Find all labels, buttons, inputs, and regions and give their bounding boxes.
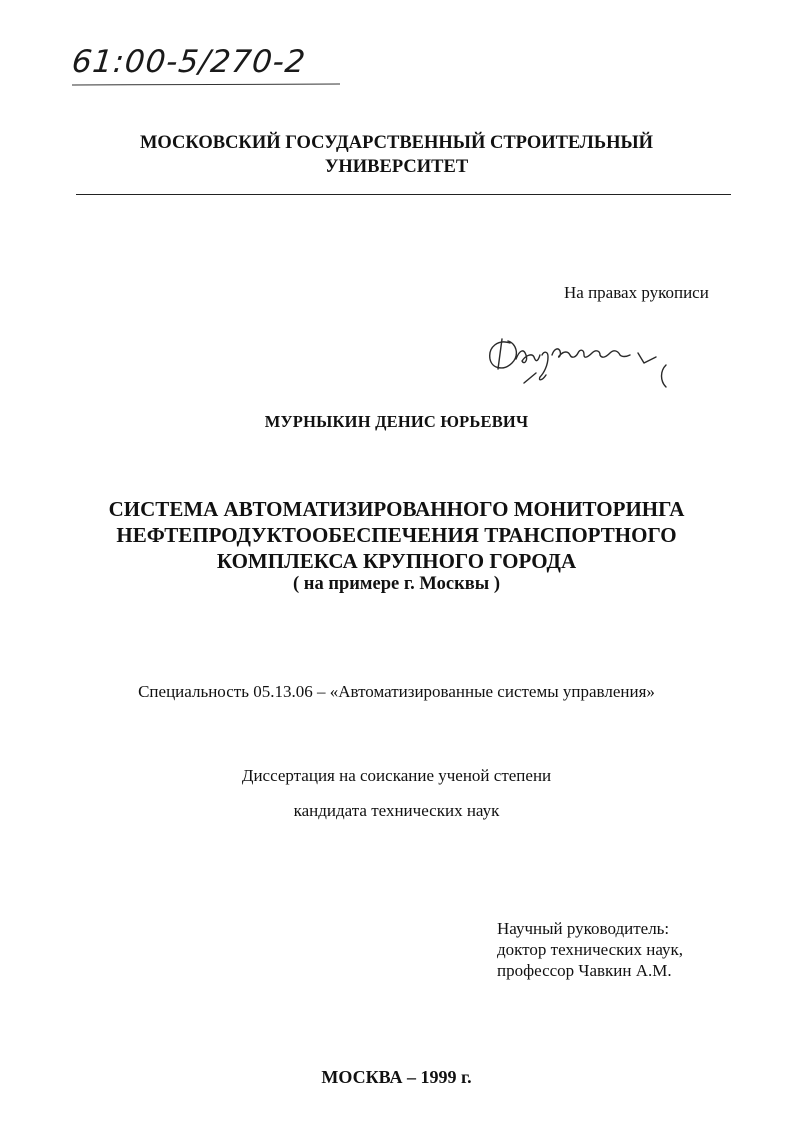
title-line-3: КОМПЛЕКСА КРУПНОГО ГОРОДА bbox=[216, 549, 577, 573]
header-divider bbox=[76, 194, 731, 195]
supervisor-line-3: профессор Чавкин А.М. bbox=[497, 961, 672, 980]
degree-line-1: Диссертация на соискание ученой степени bbox=[241, 766, 552, 785]
dissertation-title bbox=[0, 496, 793, 574]
university-name bbox=[0, 131, 793, 179]
university-line-1: МОСКОВСКИЙ ГОСУДАРСТВЕННЫЙ СТРОИТЕЛЬНЫЙ bbox=[139, 133, 654, 153]
city-year: МОСКВА – 1999 г. bbox=[321, 1067, 472, 1087]
degree-line-2: кандидата технических наук bbox=[293, 801, 500, 820]
rights-notice: На правах рукописи bbox=[564, 283, 709, 302]
title-line-2: НЕФТЕПРОДУКТООБЕСПЕЧЕНИЯ ТРАНСПОРТНОГО bbox=[116, 523, 677, 547]
author-name: МУРНЫКИН ДЕНИС ЮРЬЕВИЧ bbox=[264, 412, 529, 431]
archive-number: 61:00-5/270-2 bbox=[70, 44, 308, 80]
archive-number-underline bbox=[72, 82, 342, 88]
author-signature bbox=[480, 325, 685, 395]
title-subtitle: ( на примере г. Москвы ) bbox=[293, 574, 500, 594]
specialty: Специальность 05.13.06 – «Автоматизированные системы управления» bbox=[138, 682, 655, 701]
title-line-1: СИСТЕМА АВТОМАТИЗИРОВАННОГО МОНИТОРИНГА bbox=[108, 497, 685, 521]
scientific-supervisor bbox=[497, 918, 683, 981]
supervisor-line-2: доктор технических наук, bbox=[497, 940, 684, 959]
supervisor-line-1: Научный руководитель: bbox=[497, 919, 670, 938]
university-line-2: УНИВЕРСИТЕТ bbox=[324, 157, 469, 177]
